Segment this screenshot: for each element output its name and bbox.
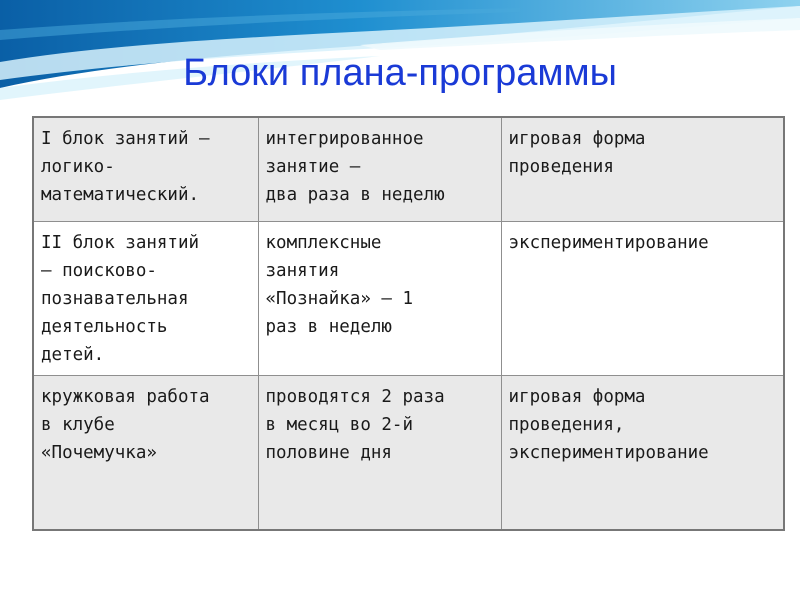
table-row	[33, 221, 784, 375]
table-cell: игровая форма проведения	[501, 117, 784, 221]
table-cell: I блок занятий — логико- математический.	[33, 117, 258, 221]
table-cell: интегрированное занятие — два раза в неделю	[258, 117, 501, 221]
slide-title: Блоки плана-программы	[183, 52, 617, 94]
table-cell: кружковая работа в клубе «Почемучка»	[33, 375, 258, 530]
table-cell: II блок занятий — поисково- познавательная деятельность детей.	[33, 221, 258, 375]
plan-program-table	[32, 116, 785, 531]
table-cell: игровая форма проведения, экспериментирование	[501, 375, 784, 530]
table-cell: комплексные занятия «Познайка» — 1 раз в неделю	[258, 221, 501, 375]
table-row	[33, 375, 784, 530]
table-cell: проводятся 2 раза в месяц во 2-й половине дня	[258, 375, 501, 530]
table-row	[33, 117, 784, 221]
table-cell: экспериментирование	[501, 221, 784, 375]
